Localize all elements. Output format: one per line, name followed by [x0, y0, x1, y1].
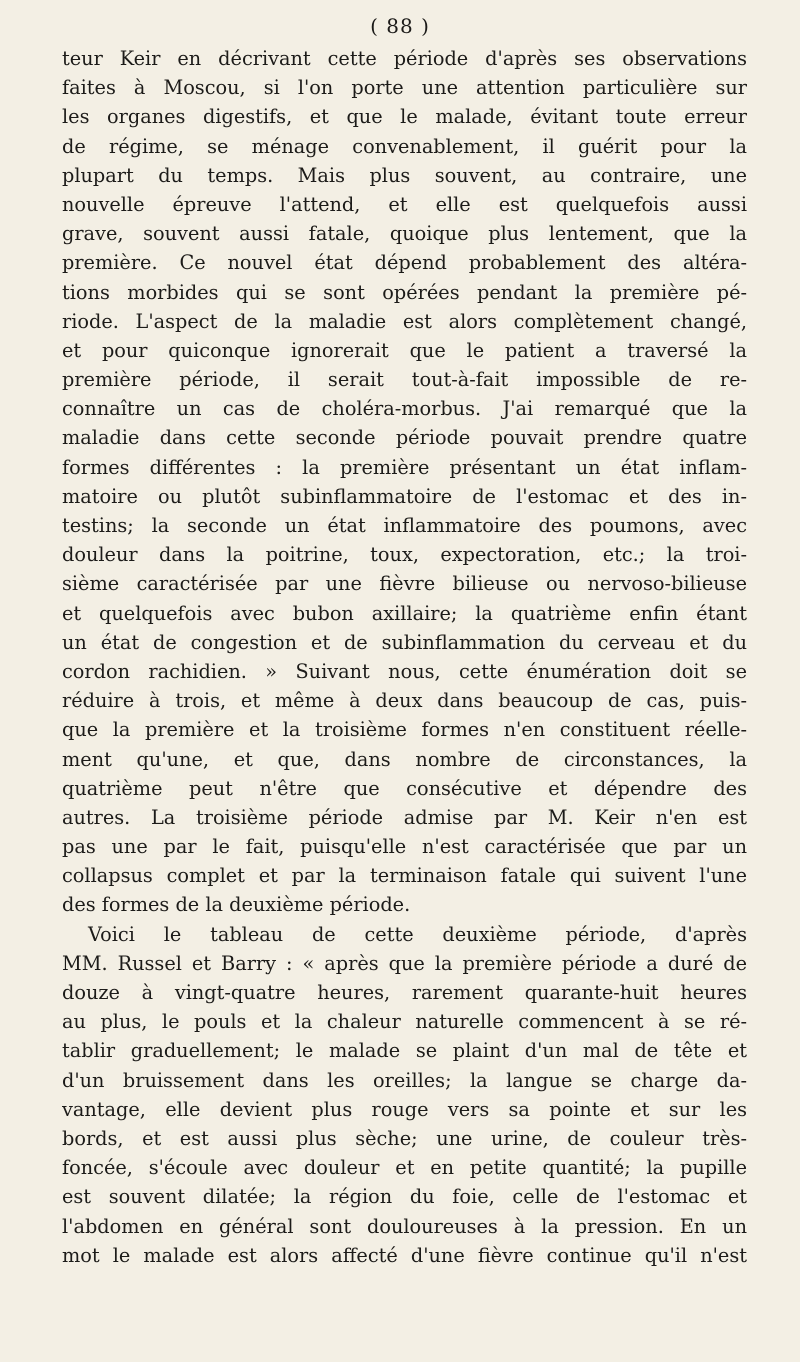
text-line: réduire à trois, et même à deux dans beaucoup de cas, puis-: [62, 689, 747, 713]
text-line: nouvelle épreuve l'attend, et elle est quelquefois aussi: [62, 192, 747, 216]
text-line: matoire ou plutôt subinflammatoire de l'estomac et des in-: [62, 484, 747, 508]
text-line: collapsus complet et par la terminaison fatale qui suivent l'une: [62, 864, 747, 888]
text-line: connaître un cas de choléra-morbus. J'ai remarqué que la: [62, 397, 747, 421]
text-line: grave, souvent aussi fatale, quoique plus lentement, que la: [62, 222, 747, 246]
body-text: [62, 44, 747, 1270]
page-number: ( 88 ): [370, 14, 430, 38]
text-line: vantage, elle devient plus rouge vers sa pointe et sur les: [62, 1097, 747, 1121]
text-line: douleur dans la poitrine, toux, expectoration, etc.; la troi-: [62, 543, 747, 567]
text-line: cordon rachidien. » Suivant nous, cette énumération doit se: [62, 659, 747, 683]
text-line: et pour quiconque ignorerait que le patient a traversé la: [62, 338, 747, 362]
text-line: mot le malade est alors affecté d'une fièvre continue qu'il n'est: [62, 1243, 747, 1267]
text-line: douze à vingt-quatre heures, rarement quarante-huit heures: [62, 981, 747, 1004]
text-line: autres. La troisième période admise par M. Keir n'en est: [62, 805, 747, 829]
text-line: au plus, le pouls et la chaleur naturelle commencent à se ré-: [62, 1010, 747, 1034]
text-line: testins; la seconde un état inflammatoire des poumons, avec: [62, 514, 747, 537]
text-line: que la première et la troisième formes n'en constituent réelle-: [62, 718, 747, 742]
text-line: première. Ce nouvel état dépend probablement des altéra-: [62, 251, 747, 275]
text-line: première période, il serait tout-à-fait impossible de re-: [62, 368, 747, 392]
text-line: formes différentes : la première présentant un état inflam-: [62, 455, 747, 479]
text-line: bords, et est aussi plus sèche; une urine, de couleur très-: [62, 1126, 747, 1150]
text-line: l'abdomen en général sont douloureuses à la pression. En un: [62, 1214, 747, 1238]
text-line: plupart du temps. Mais plus souvent, au contraire, une: [62, 163, 747, 187]
text-line: les organes digestifs, et que le malade, évitant toute erreur: [62, 105, 747, 129]
text-line: riode. L'aspect de la maladie est alors complètement changé,: [62, 309, 747, 333]
text-line: quatrième peut n'être que consécutive et dépendre des: [62, 776, 747, 800]
text-line: maladie dans cette seconde période pouvait prendre quatre: [62, 426, 747, 450]
text-line: tablir graduellement; le malade se plaint d'un mal de tête et: [62, 1039, 747, 1063]
text-line: est souvent dilatée; la région du foie, celle de l'estomac et: [62, 1185, 747, 1209]
text-line: MM. Russel et Barry : « après que la première période a duré de: [62, 951, 747, 975]
text-line: et quelquefois avec bubon axillaire; la quatrième enfin étant: [62, 601, 747, 625]
text-line: teur Keir en décrivant cette période d'après ses observations: [62, 47, 747, 70]
paragraph-end-line: des formes de la deuxième période.: [62, 893, 411, 917]
paragraph-start-line: Voici le tableau de cette deuxième période, d'après: [88, 922, 747, 946]
text-line: sième caractérisée par une fièvre bilieuse ou nervoso-bilieuse: [62, 572, 747, 596]
text-line: pas une par le fait, puisqu'elle n'est caractérisée que par un: [62, 835, 747, 859]
text-line: ment qu'une, et que, dans nombre de circonstances, la: [62, 747, 747, 771]
text-line: tions morbides qui se sont opérées pendant la première pé-: [62, 280, 747, 304]
text-line: d'un bruissement dans les oreilles; la langue se charge da-: [62, 1068, 747, 1092]
text-line: foncée, s'écoule avec douleur et en petite quantité; la pupille: [62, 1156, 747, 1180]
text-line: faites à Moscou, si l'on porte une attention particulière sur: [62, 76, 747, 100]
text-line: de régime, se ménage convenablement, il guérit pour la: [62, 134, 747, 158]
text-line: un état de congestion et de subinflammation du cerveau et du: [62, 630, 747, 654]
